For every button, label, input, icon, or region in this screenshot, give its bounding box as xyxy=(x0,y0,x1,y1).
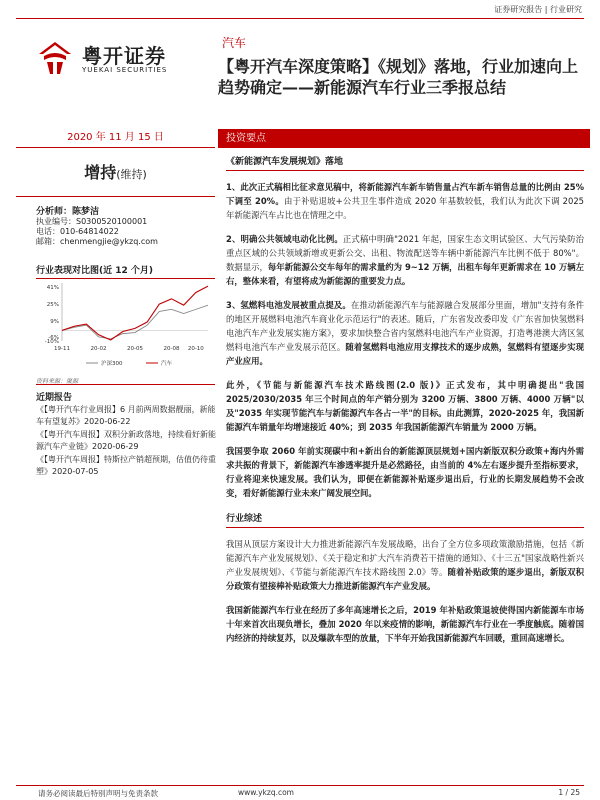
review-section-heading: 行业综述 xyxy=(226,510,584,528)
p3-text: 在推动新能源汽车与能源融合发展部分里面，增加"支持有条件的地区开展燃料电池汽车商业化示范运行"的表述。随后，广东省发改委印发《广东省加快氢燃料电池汽车产业发展实施方案》，要求加快整合省内氢燃料电池汽车产业资源，打造粤港澳大湾区氢燃料电池汽车产业发展示范区。 xyxy=(226,300,584,352)
sector-label: 汽车 xyxy=(222,36,247,50)
p2-text: 正式稿中明确"2021 年起，国家生态文明试验区、大气污染防治重点区域的公共领域新增或更新公交、出租、物流配送等车辆中新能源汽车比例不低于 80%"。数据显示， xyxy=(226,234,584,272)
p1-bold: 1、此次正式稿相比征求意见稿中，将新能源汽车新车销售量占汽车新车销售总量的比例由 25%下调至 20%。 xyxy=(226,182,584,206)
p4-bold: 此外，《节能与新能源汽车技术路线图(2.0 版)》正式发布，其中明确提出"我国 2025/2030/2035 年三个时间点的年产销分别为 3200 万辆、3800 万辆、4000 万辆"以及"2035 年实现节能汽车与新能源汽车各占一半"的目标。由此测算，2020-2025 年，我国新能源汽车销量年均增速接近 40%；到 2035 年我国新能源汽车销量为 2000 万辆。 xyxy=(226,380,584,432)
report-title: 【粤开汽车深度策略】《规划》落地，行业加速向上趋势确定——新能源汽车行业三季报总结 xyxy=(218,57,579,97)
analyst-name: 分析师：陈梦洁 xyxy=(36,207,100,217)
p2-bold: 2、明确公共领域电动化比例。 xyxy=(226,234,343,244)
p3-bold: 3、氢燃料电池发展被重点提及。 xyxy=(226,300,351,310)
p2-bold-2: 每年新能源公交车每年的需求量约为 9~12 万辆，出租车每年更新需求在 10 万辆左右，整体来看，有望将成为新能源的重要发力点。 xyxy=(226,262,584,286)
p7-bold: 我国新能源汽车行业在经历了多年高速增长之后，2019 年补贴政策退坡使得国内新能源车市场十年来首次出现负增长，叠加 2020 年以来疫情的影响，新能源汽车行业在一季度触底。随着国内经济的持续复苏，以及爆款车型的放量，下半年开始我国新能源汽车回暖，重回高速增长。 xyxy=(226,605,584,643)
x-tick-label: 20-08 xyxy=(163,346,180,352)
analyst-email: 邮箱：chenmengjie@ykzq.com xyxy=(36,237,158,246)
recent-reports-list xyxy=(36,404,216,479)
chart-source: 资料来源：聚源 xyxy=(36,378,79,385)
paragraph-7 xyxy=(226,603,584,645)
performance-chart xyxy=(36,279,215,374)
logo-mark-icon xyxy=(36,40,74,76)
recent-report-item[interactable]: 《【粤开汽车周报】特斯拉产销超预期，估值仍待重塑》2020-07-05 xyxy=(36,455,216,476)
key-points-bar: 投资要点 xyxy=(218,129,590,148)
report-type-label: 证券研究报告 | 行业研究 xyxy=(494,5,582,14)
logo-name-cn: 粤开证券 xyxy=(82,44,166,68)
top-divider xyxy=(16,18,584,19)
legend-label: 汽车 xyxy=(161,361,173,367)
paragraph-1 xyxy=(226,180,584,222)
analyst-phone: 电话：010-64814022 xyxy=(36,227,119,236)
recent-report-item[interactable]: 《【粤开汽车行业周报】6 月前两周数据靓丽，新能车有望复苏》2020-06-22 xyxy=(36,405,216,426)
footer-website[interactable]: www.ykzq.com xyxy=(238,788,294,797)
footer-divider xyxy=(16,785,584,786)
company-logo xyxy=(36,40,206,76)
y-tick-label: -10% xyxy=(44,339,59,345)
p1-text: 由于补贴退坡+公共卫生事件造成 2020 年基数较低，我们认为此次下调 2025 年新能源汽车占比也在情理之中。 xyxy=(226,196,584,220)
recent-divider xyxy=(36,384,215,385)
paragraph-4 xyxy=(226,378,584,434)
y-tick-label: 9% xyxy=(50,318,59,325)
y-tick-label: 41% xyxy=(46,285,59,292)
rating-divider xyxy=(16,196,215,197)
performance-chart-title: 行业表现对比图(近 12 个月) xyxy=(36,263,215,279)
recent-reports-title: 近期报告 xyxy=(36,393,73,403)
paragraph-6 xyxy=(226,537,584,593)
p6-text: 我国从顶层方案设计大力推进新能源汽车发展战略，出台了全方位多项政策激励措施，包括《新能源汽车产业发展规划》、《关于稳定和扩大汽车消费若干措施的通知》、《十三五"国家战略性新兴产业发展规划》、《节能与新能源汽车技术路线图 2.0》等。 xyxy=(226,539,584,577)
analyst-license: 执业编号：S0300520100001 xyxy=(36,217,148,226)
paragraph-5 xyxy=(226,444,584,500)
rating-main: 增持 xyxy=(84,163,117,182)
paragraph-2 xyxy=(226,232,584,288)
paragraph-3 xyxy=(226,298,584,368)
legend-label: 沪深300 xyxy=(101,361,123,367)
series-line-index xyxy=(62,305,208,339)
recent-report-item[interactable]: 《【粤开汽车周报】双积分新政落地，持续看好新能源汽车产业链》2020-06-29 xyxy=(36,430,216,451)
y-tick-label: 25% xyxy=(46,302,59,309)
p6-bold: 随着补贴政策的逐步退出，新版双积分政策有望接棒补贴政策大力推进新能源汽车产业发展。 xyxy=(226,567,584,591)
x-tick-label: 19-11 xyxy=(54,346,70,352)
footer-disclaimer[interactable]: 请务必阅读最后特别声明与免责条款 xyxy=(38,789,158,798)
x-tick-label: 20-05 xyxy=(127,346,143,352)
analyst-info xyxy=(36,207,215,247)
logo-name-en: YUEKAI SECURITIES xyxy=(82,66,168,74)
x-tick-label: 20-02 xyxy=(90,346,107,352)
footer-page-number: 1 / 25 xyxy=(558,788,580,797)
rating xyxy=(16,160,215,183)
p3-bold-2: 随着氢燃料电池应用支撑技术的逐步成熟，氢燃料有望逐步实现产业应用。 xyxy=(226,342,585,366)
report-date: 2020 年 11 月 15 日 xyxy=(16,129,215,148)
main-body xyxy=(226,153,584,655)
p5-bold: 我国要争取 2060 年前实现碳中和+新出台的新能源顶层规划+国内新版双积分政策+海内外需求共振的背景下，新能源汽车渗透率提升是必然路径，由当前的 4%左右逐步提升至指标要求，行业将迎来快速发展。我们认为，即便在新能源补贴逐步退出后，行业的长期发展趋势不会改变，看好新能源行业未来广阔发展空间。 xyxy=(226,446,584,498)
x-tick-label: 20-10 xyxy=(187,346,204,352)
performance-chart-svg xyxy=(36,279,215,374)
policy-section-heading: 《新能源汽车发展规划》落地 xyxy=(226,153,584,171)
rating-sub: (维持) xyxy=(116,168,147,181)
y-tick-label: -6% xyxy=(48,334,59,341)
